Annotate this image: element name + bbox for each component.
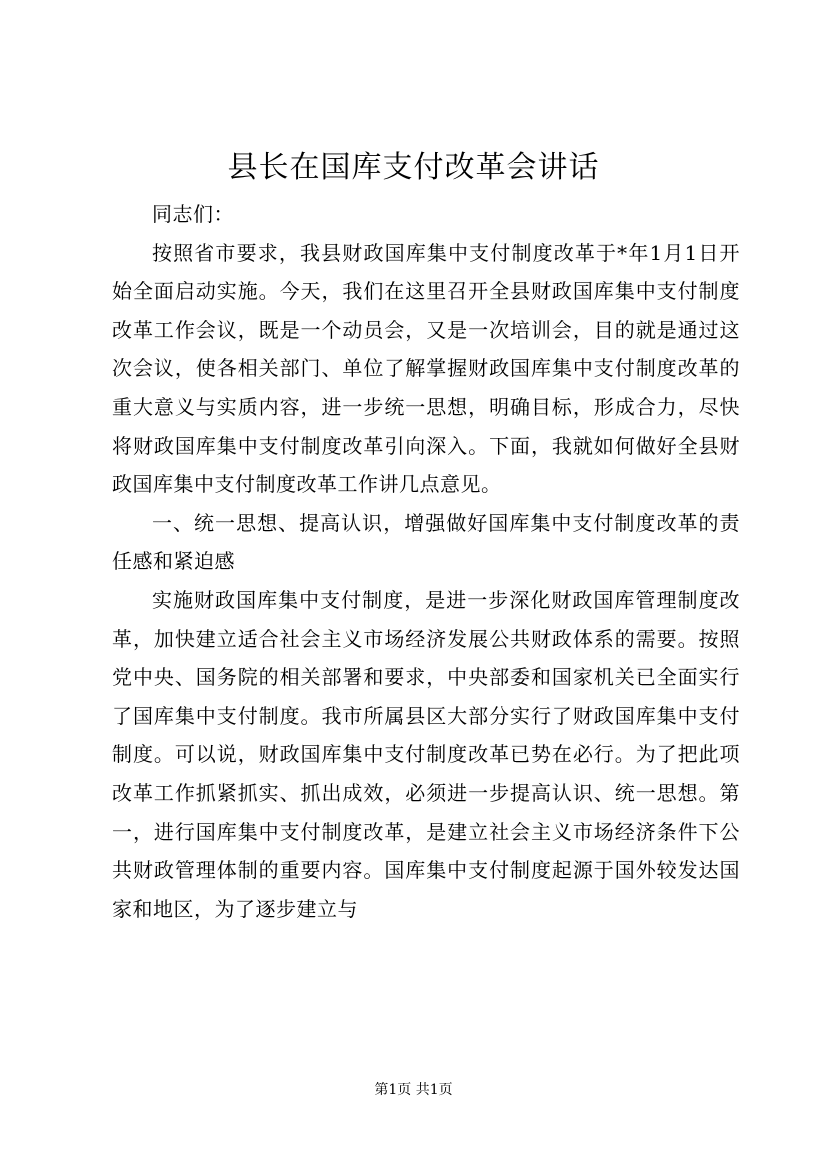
paragraph-intro: 按照省市要求，我县财政国库集中支付制度改革于*年1月1日开始全面启动实施。今天，我们在这里召开全县财政国库集中支付制度改革工作会议，既是一个动员会，又是一次培训会，目的就是通过这次会议，使各相关部门、单位了解掌握财政国库集中支付制度改革的重大意义与实质内容，进一步统一思想，明确目标，形成合力，尽快将财政国库集中支付制度改革引向深入。下面，我就如何做好全县财政国库集中支付制度改革工作讲几点意见。 xyxy=(112,240,740,497)
document-title: 县长在国库支付改革会讲话 xyxy=(227,150,600,185)
section-heading-1: 一、统一思想、提高认识，增强做好国库集中支付制度改革的责任感和紧迫感 xyxy=(112,510,740,574)
salutation: 同志们： xyxy=(152,202,234,226)
document-body xyxy=(112,195,740,928)
paragraph-section-1: 实施财政国库集中支付制度，是进一步深化财政国库管理制度改革，加快建立适合社会主义市场经济发展公共财政体系的需要。按照党中央、国务院的相关部署和要求，中央部委和国家机关已全面实行了国库集中支付制度。我市所属县区大部分实行了财政国库集中支付制度。可以说，财政国库集中支付制度改革已势在必行。为了把此项改革工作抓紧抓实、抓出成效，必须进一步提高认识、统一思想。第一，进行国库集中支付制度改革，是建立社会主义市场经济条件下公共财政管理体制的重要内容。国库集中支付制度起源于国外较发达国家和地区，为了逐步建立与 xyxy=(112,587,740,921)
page-footer: 第1页 共1页 xyxy=(374,1082,453,1098)
